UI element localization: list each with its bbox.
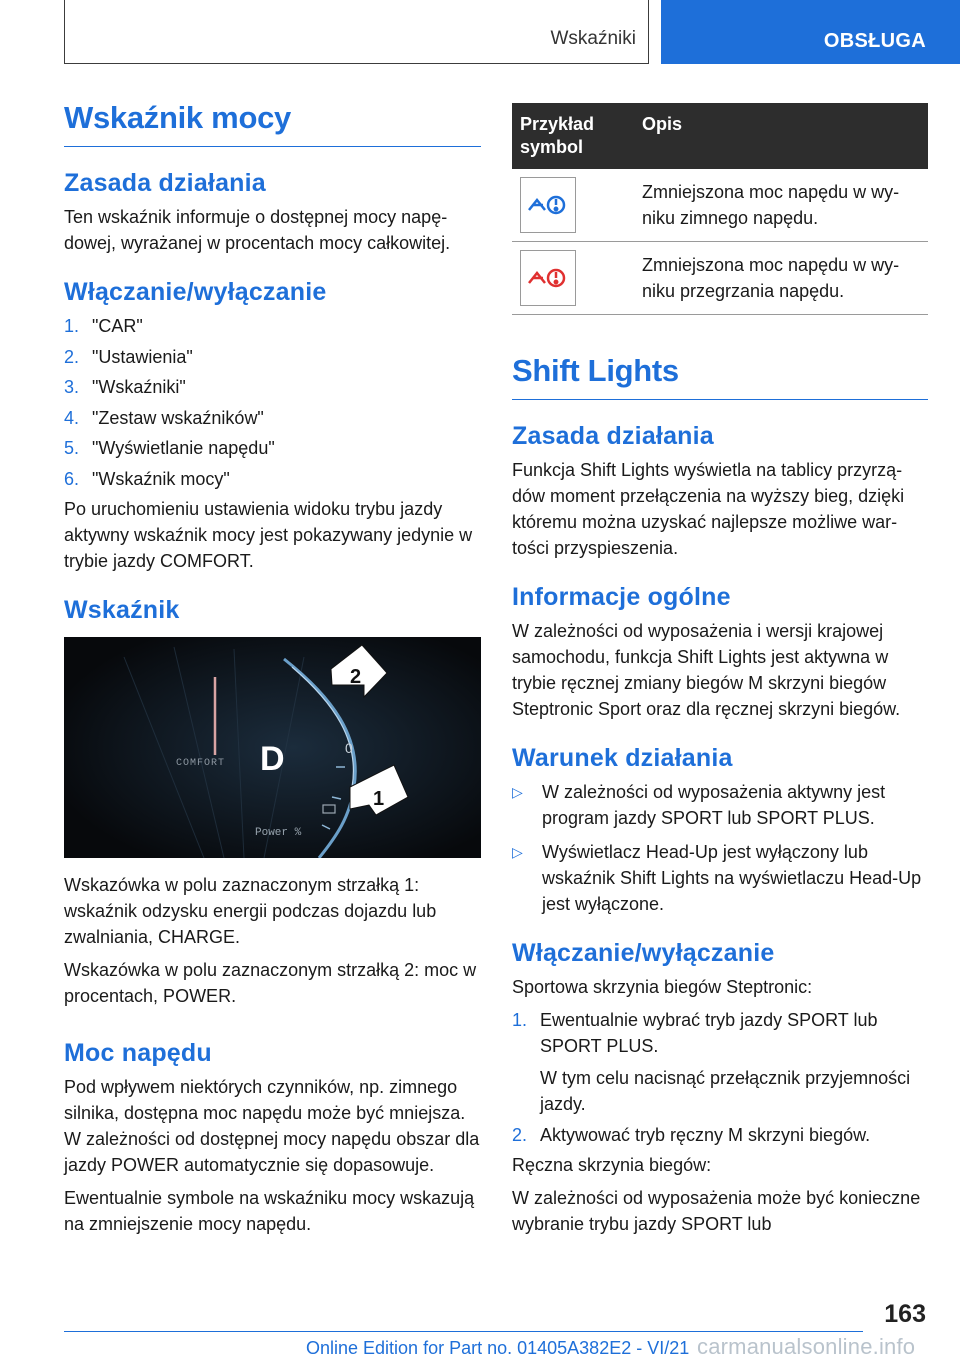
- table-cell-description: Zmniejszona moc napędu w wyniku przegrzania napędu.: [634, 242, 928, 315]
- section-title-shift-lights: Shift Lights: [512, 353, 928, 400]
- mode-label: COMFORT: [176, 758, 226, 769]
- heading-warunek: Warunek działania: [512, 744, 733, 772]
- header-section-box: [64, 0, 649, 64]
- symbol-table: [512, 103, 928, 315]
- heading-zasada-shift: Zasada działania: [512, 422, 714, 450]
- list-item: 6. "Wskaźnik mocy": [64, 468, 230, 489]
- table-cell-description: Zmniejszona moc napędu w wyniku zimnego napędu.: [634, 169, 928, 242]
- paragraph-informacje: W zależności od wyposażenia i wersji krajowej samochodu, funkcja Shift Lights jest aktywna w trybie ręcznej zmiany biegów M skrzyni biegów Steptronic Sport oraz dla ręcznej skrzyni biegów.: [512, 621, 901, 719]
- page-title: Wskaźnik mocy: [64, 100, 481, 147]
- list-item: ▷ Wyświetlacz Head-Up jest wyłączony lub wskaźnik Shift Lights na wyświetlaczu Head-Up jest wyłączone.: [512, 839, 928, 917]
- paragraph-moc-2: Ewentualnie symbole na wskaźniku mocy wskazują na zmniejszenie mocy napędu.: [64, 1188, 475, 1234]
- footer-divider: [64, 1331, 863, 1332]
- paragraph-steptronic: Sportowa skrzynia biegów Steptronic:: [512, 977, 813, 997]
- svg-text:1: 1: [373, 788, 385, 810]
- paragraph-figure-arrow-2: Wskazówka w polu zaznaczonym strzałką 2: moc w procentach, POWER.: [64, 960, 477, 1006]
- list-item: 2. Aktywować tryb ręczny M skrzyni biegów.: [512, 1124, 871, 1145]
- drivetrain-cold-icon: [520, 177, 576, 233]
- bullet-triangle-icon: ▷: [512, 784, 523, 800]
- paragraph-manual-2: W zależności od wyposażenia może być konieczne wybranie trybu jazdy SPORT lub: [512, 1188, 921, 1234]
- paragraph-after-steps: Po uruchomieniu ustawienia widoku trybu jazdy aktywny wskaźnik mocy jest pokazywany jedynie w trybie jazdy COMFORT.: [64, 499, 473, 571]
- heading-informacje: Informacje ogólne: [512, 583, 731, 611]
- paragraph-moc-1: Pod wpływem niektórych czynników, np. zimnego silnika, dostępna moc napędu może być mniejsza. W zależności od dostępnej mocy napędu obszar dla jazdy POWER automatycznie się dopasowuje.: [64, 1077, 480, 1175]
- left-column: [64, 100, 481, 1244]
- heading-moc: Moc napędu: [64, 1039, 212, 1067]
- paragraph-zasada: Ten wskaźnik informuje o dostępnej mocy napędowej, wyrażanej w procentach mocy całkowitej.: [64, 207, 451, 253]
- gauge-zero-label: 0: [345, 740, 353, 756]
- heading-wlaczanie: Włączanie/wyłączanie: [64, 278, 327, 306]
- steptronic-steps: [512, 1007, 928, 1148]
- list-item: 1. "CAR": [64, 316, 143, 336]
- list-item: 3. "Wskaźniki": [64, 377, 186, 397]
- instrument-cluster-illustration: [64, 637, 481, 858]
- page-number: 163: [884, 1300, 926, 1328]
- header-chapter-label: OBSŁUGA: [823, 30, 926, 52]
- bullet-triangle-icon: ▷: [512, 844, 523, 860]
- list-item: 4. "Zestaw wskaźników": [64, 407, 264, 428]
- paragraph-zasada-shift: Funkcja Shift Lights wyświetla na tablicy przyrządów moment przełączenia na wyższy bieg, dzięki któremu można uzyskać najlepsze możliwe wartości przyspieszenia.: [512, 460, 905, 558]
- heading-zasada: Zasada działania: [64, 169, 266, 197]
- table-row: [512, 169, 928, 242]
- list-item: ▷ W zależności od wyposażenia aktywny jest program jazdy SPORT lub SPORT PLUS.: [512, 779, 928, 831]
- gear-indicator: D: [260, 740, 285, 778]
- power-meter-figure: [64, 637, 481, 858]
- right-column: [512, 103, 928, 1244]
- gauge-label: Power %: [255, 827, 302, 839]
- drivetrain-hot-icon: [520, 250, 576, 306]
- footer-watermark[interactable]: carmanualsonline.info: [697, 1334, 916, 1359]
- paragraph-manual: Ręczna skrzynia biegów:: [512, 1155, 712, 1175]
- heading-wlaczanie-shift: Włączanie/wyłączanie: [512, 939, 775, 967]
- footer-edition: Online Edition for Part no. 01405A382E2 - VI/21: [306, 1338, 690, 1358]
- list-item: 1. Ewentualnie wybrać tryb jazdy SPORT lub SPORT PLUS. W tym celu nacisnąć przełącznik przyjemności jazdy.: [512, 1010, 911, 1114]
- heading-wskaznik: Wskaźnik: [64, 596, 180, 624]
- condition-list: [512, 779, 928, 917]
- header-chapter-tab[interactable]: [661, 0, 960, 64]
- table-row: [512, 242, 928, 315]
- table-header-row: [512, 103, 928, 169]
- svg-text:2: 2: [350, 666, 362, 688]
- settings-path-list: [64, 313, 481, 492]
- header-section-title: Wskaźniki: [550, 28, 636, 49]
- paragraph-figure-arrow-1: Wskazówka w polu zaznaczonym strzałką 1: wskaźnik odzysku energii podczas dojazdu lub zwalniania, CHARGE.: [64, 875, 437, 947]
- list-item: 5. "Wyświetlanie napędu": [64, 438, 275, 458]
- table-header-symbol: Przykład symbol: [512, 103, 634, 169]
- list-item: 2. "Ustawienia": [64, 346, 193, 367]
- table-header-description: Opis: [634, 103, 928, 169]
